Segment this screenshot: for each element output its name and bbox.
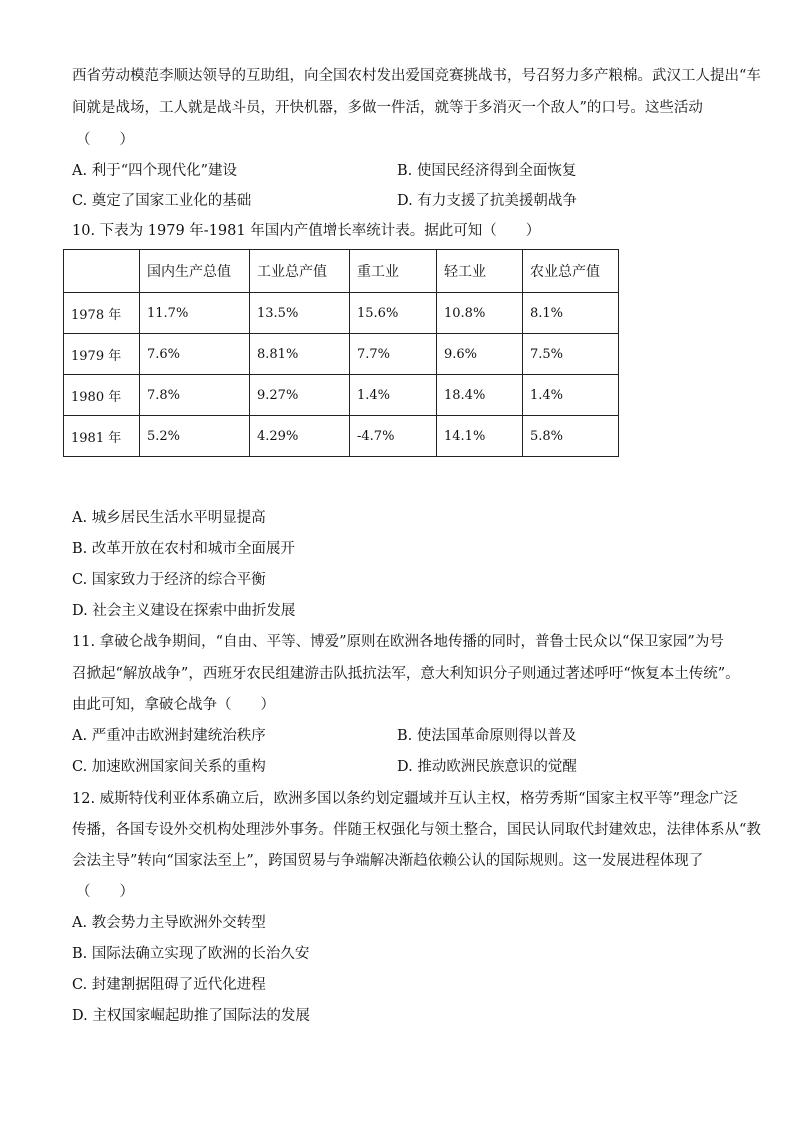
table-cell: 1.4% <box>523 375 619 416</box>
q9-answer-blank: （ ） <box>76 132 134 148</box>
q11-stem-line-3: 由此可知，拿破仑战争（ ） <box>72 697 275 713</box>
table-cell: 7.7% <box>350 334 437 375</box>
table-cell: 1980 年 <box>64 375 140 416</box>
table-cell: 4.29% <box>250 416 350 457</box>
table-row <box>64 375 619 416</box>
q11-option-c[interactable]: C. 加速欧洲国家间关系的重构 <box>72 759 266 775</box>
q9-stem-line-1: 西省劳动模范李顺达领导的互助组，向全国农村发出爱国竞赛挑战书，号召努力多产粮棉。武汉工人提出“车 <box>72 68 761 84</box>
table-cell: 1981 年 <box>64 416 140 457</box>
table-cell: 7.5% <box>523 334 619 375</box>
table-row <box>64 416 619 457</box>
table-cell: 7.6% <box>140 334 250 375</box>
q10-option-d[interactable]: D. 社会主义建设在探索中曲折发展 <box>72 603 296 619</box>
table-cell: 11.7% <box>140 293 250 334</box>
table-cell: 1978 年 <box>64 293 140 334</box>
table-cell: 5.2% <box>140 416 250 457</box>
q10-option-b[interactable]: B. 改革开放在农村和城市全面展开 <box>72 541 295 557</box>
gdp-growth-table <box>63 249 619 457</box>
q9-option-a[interactable]: A. 利于“四个现代化”建设 <box>72 163 238 179</box>
table-row <box>64 293 619 334</box>
table-cell: 1.4% <box>350 375 437 416</box>
q11-option-a[interactable]: A. 严重冲击欧洲封建统治秩序 <box>72 728 266 744</box>
table-cell: 8.1% <box>523 293 619 334</box>
table-cell: 1979 年 <box>64 334 140 375</box>
table-cell: 7.8% <box>140 375 250 416</box>
table-cell: 13.5% <box>250 293 350 334</box>
q11-stem-line-2: 召掀起“解放战争”，西班牙农民组建游击队抵抗法军，意大利知识分子则通过著述呼吁“恢复本土传统”。 <box>72 666 740 682</box>
q11-option-d[interactable]: D. 推动欧洲民族意识的觉醒 <box>397 759 577 775</box>
table-cell: 9.6% <box>437 334 523 375</box>
table-header-cell: 工业总产值 <box>250 250 350 293</box>
q12-option-c[interactable]: C. 封建割据阻碍了近代化进程 <box>72 977 266 993</box>
table-header-cell <box>64 250 140 293</box>
table-row <box>64 334 619 375</box>
q12-option-d[interactable]: D. 主权国家崛起助推了国际法的发展 <box>72 1008 310 1024</box>
table-cell: 10.8% <box>437 293 523 334</box>
table-header-cell: 国内生产总值 <box>140 250 250 293</box>
q12-stem-line-2: 传播，各国专设外交机构处理涉外事务。伴随王权强化与领土整合，国民认同取代封建效忠，法律体系从“教 <box>72 822 761 838</box>
table-cell: 18.4% <box>437 375 523 416</box>
table-cell: 14.1% <box>437 416 523 457</box>
table-header-cell: 轻工业 <box>437 250 523 293</box>
q10-stem: 10. 下表为 1979 年-1981 年国内产值增长率统计表。据此可知（ ） <box>72 223 541 239</box>
table-cell: 15.6% <box>350 293 437 334</box>
table-cell: 9.27% <box>250 375 350 416</box>
q11-option-b[interactable]: B. 使法国革命原则得以普及 <box>397 728 577 744</box>
table-cell: -4.7% <box>350 416 437 457</box>
table-header-row <box>64 250 619 293</box>
q12-option-b[interactable]: B. 国际法确立实现了欧洲的长治久安 <box>72 946 310 962</box>
table-cell: 8.81% <box>250 334 350 375</box>
table-header-cell: 农业总产值 <box>523 250 619 293</box>
q12-stem-line-1: 12. 威斯特伐利亚体系确立后，欧洲多国以条约划定疆域并互认主权，格劳秀斯“国家主权平等”理念广泛 <box>72 791 738 807</box>
q10-option-a[interactable]: A. 城乡居民生活水平明显提高 <box>72 510 266 526</box>
q12-answer-blank: （ ） <box>76 884 134 900</box>
q10-option-c[interactable]: C. 国家致力于经济的综合平衡 <box>72 572 266 588</box>
table-header-cell: 重工业 <box>350 250 437 293</box>
q9-option-d[interactable]: D. 有力支援了抗美援朝战争 <box>397 193 577 209</box>
q9-stem-line-2: 间就是战场，工人就是战斗员，开快机器，多做一件活，就等于多消灭一个敌人”的口号。这些活动 <box>72 100 703 116</box>
q9-option-b[interactable]: B. 使国民经济得到全面恢复 <box>397 163 577 179</box>
table-cell: 5.8% <box>523 416 619 457</box>
q12-stem-line-3: 会法主导”转向“国家法至上”，跨国贸易与争端解决渐趋依赖公认的国际规则。这一发展进程体现了 <box>72 853 704 869</box>
q9-option-c[interactable]: C. 奠定了国家工业化的基础 <box>72 193 252 209</box>
q11-stem-line-1: 11. 拿破仑战争期间，“自由、平等、博爱”原则在欧洲各地传播的同时，普鲁士民众以“保卫家园”为号 <box>72 634 724 650</box>
q12-option-a[interactable]: A. 教会势力主导欧洲外交转型 <box>72 915 266 931</box>
